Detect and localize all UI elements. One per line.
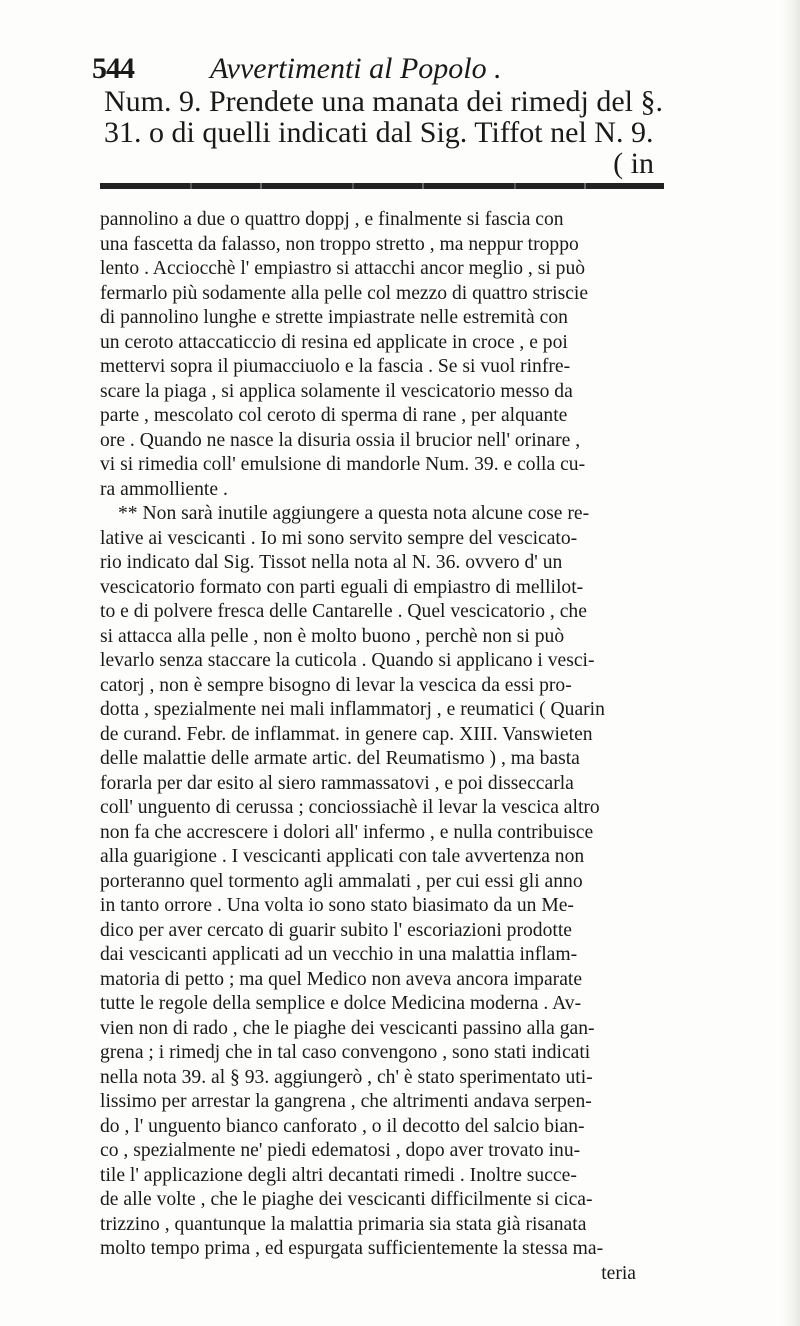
footnote-line: forarla per dar esito al siero rammassatovi , e poi disseccarla [100, 772, 574, 794]
footnote-line: de curand. Febr. de inflammat. in genere cap. XIII. Vanswieten [100, 723, 593, 745]
footnote-line: non fa che accrescere i dolori all' infermo , e nulla contribuisce [100, 821, 594, 843]
footnote-line: lissimo per arrestar la gangrena , che altrimenti andava serpen- [100, 1091, 592, 1112]
footnote-line: nella nota 39. al § 93. aggiungerò , ch' è stato sperimentato uti- [100, 1066, 593, 1088]
footnote-line: scare la piaga , si applica solamente il vescicatorio messo da [100, 380, 573, 402]
page-edge-shadow [782, 0, 800, 1326]
footnote-line: levarlo senza staccare la cuticola . Quando si applicano i vesci- [100, 650, 595, 671]
footnote-line: lento . Acciocchè l' empiastro si attacchi ancor meglio , si può [100, 258, 586, 279]
footnote-line: ra ammolliente . [100, 478, 228, 500]
footnote-line: una fascetta da falasso, non troppo stretto , ma neppur troppo [100, 233, 579, 255]
footnote-line: vi si rimedia coll' emulsione di mandorle Num. 39. e colla cu- [100, 454, 586, 475]
footnote-line: dotta , spezialmente nei mali inflammatorj , e reumatici ( Quarin [100, 699, 605, 720]
page-header [92, 52, 652, 88]
footnote-line: si attacca alla pelle , non è molto buono , perchè non si può [100, 625, 565, 647]
footnote-line: de alle volte , che le piaghe dei vescicanti difficilmente si cica- [100, 1189, 593, 1210]
footnote-line: un ceroto attaccaticcio di resina ed applicate in croce , e poi [100, 331, 568, 353]
footnote-line: catorj , non è sempre bisogno di levar la vescica da essi pro- [100, 674, 572, 696]
footnote-line: mettervi sopra il piumacciuolo e la fascia . Se si vuol rinfre- [100, 356, 571, 377]
footnote-line: porteranno quel tormento agli ammalati , per cui essi gli anno [100, 870, 583, 892]
footnote-line: co , spezialmente ne' piedi edematosi , dopo aver trovato inu- [100, 1140, 581, 1161]
page-number: 544 [92, 52, 134, 85]
footnote-line: ore . Quando ne nasce la disuria ossia il brucior nell' orinare , [100, 429, 581, 451]
footnote-line: tutte le regole della semplice e dolce Medicina moderna . Av- [100, 993, 582, 1014]
footnote-line: di pannolino lunghe e strette impiastrate nelle estremità con [100, 307, 568, 328]
running-head: Avvertimenti al Popolo . [210, 52, 502, 85]
footnote-block [100, 208, 666, 1286]
footnote-line: delle malattie delle armate artic. del Reumatismo ) , ma basta [100, 748, 580, 769]
footnote-line: fermarlo più sodamente alla pelle col mezzo di quattro striscie [100, 282, 589, 304]
footnote-line: grena ; i rimedj che in tal caso convengono , sono stati indicati [100, 1042, 591, 1063]
footnote-line: dai vescicanti applicati ad un vecchio in una malattia inflam- [100, 944, 578, 965]
footnote-catchword: teria [601, 1262, 636, 1284]
footnote-line: pannolino a due o quattro doppj , e finalmente si fascia con [100, 209, 564, 230]
footnote-rule [100, 183, 664, 189]
footnote-line: lative ai vescicanti . Io mi sono servito sempre del vescicato- [100, 527, 578, 549]
footnote-line: dico per aver cercato di guarir subito l' escoriazioni prodotte [100, 919, 572, 941]
footnote-line: molto tempo prima , ed espurgata sufficientemente la stessa ma- [100, 1238, 604, 1259]
main-text-line: Num. 9. Prendete una manata dei rimedj del §. [104, 85, 663, 118]
footnote-line: do , l' unguento bianco canforato , o il decotto del salcio bian- [100, 1115, 585, 1137]
footnote-line: tile l' applicazione degli altri decantati rimedi . Inoltre succe- [100, 1164, 577, 1186]
footnote-line: in tanto orrore . Una volta io sono stato biasimato da un Me- [100, 895, 574, 916]
footnote-line: trizzino , quantunque la malattia primaria sia stata già risanata [100, 1213, 587, 1235]
footnote-line: matoria di petto ; ma quel Medico non aveva ancora imparate [100, 968, 583, 990]
footnote-line: alla guarigione . I vescicanti applicati con tale avvertenza non [100, 846, 585, 867]
footnote-line: to e di polvere fresca delle Cantarelle . Quel vescicatorio , che [100, 601, 587, 622]
footnote-line: rio indicato dal Sig. Tissot nella nota al N. 36. ovvero d' un [100, 552, 563, 573]
footnote-line: coll' unguento di cerussa ; conciossiachè il levar la vescica altro [100, 797, 600, 818]
main-text-line: 31. o di quelli indicati dal Sig. Tiffot nel N. 9. [104, 116, 654, 149]
footnote-line: ** Non sarà inutile aggiungere a questa nota alcune cose re- [118, 503, 590, 524]
main-text [104, 86, 664, 179]
catchword: ( in [613, 147, 654, 180]
footnote-line: vien non di rado , che le piaghe dei vescicanti passino alla gan- [100, 1017, 595, 1039]
footnote-line: parte , mescolato col ceroto di sperma di rane , per alquante [100, 405, 568, 426]
footnote-line: vescicatorio formato con parti eguali di empiastro di mellilot- [100, 576, 584, 598]
